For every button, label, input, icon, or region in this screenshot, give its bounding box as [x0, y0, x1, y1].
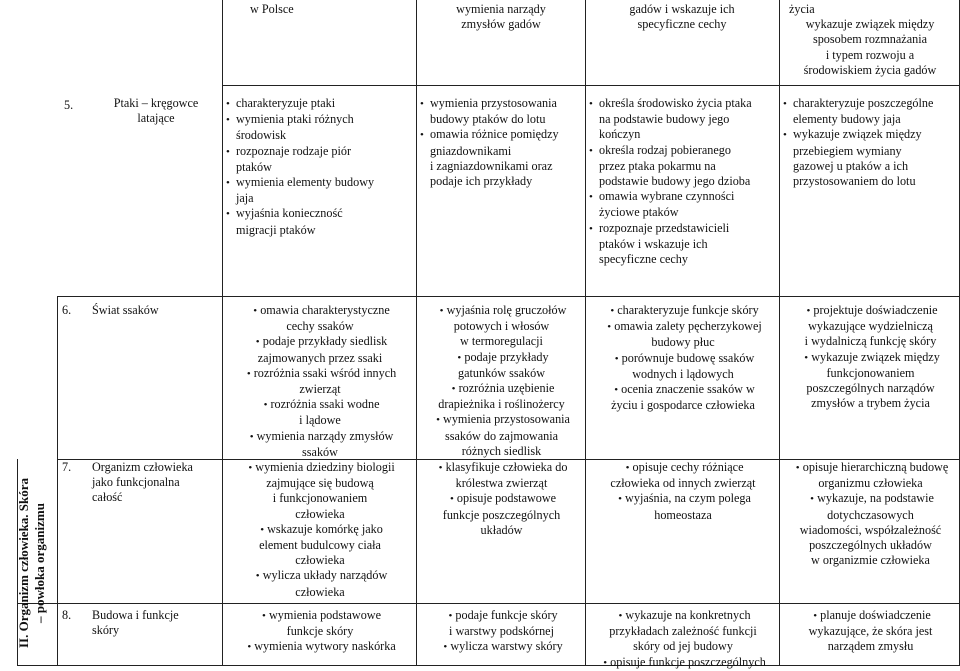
- row-number-text: 8.: [62, 608, 72, 622]
- topic-cell: [92, 96, 220, 126]
- requirement-continuation: organizmu człowieka: [818, 476, 923, 491]
- topic-cell: [92, 608, 220, 638]
- text-line: wymienia narządy: [456, 2, 546, 16]
- col-divider: [416, 0, 417, 666]
- requirement-item: • wylicza układy narządów: [226, 568, 414, 584]
- requirement-item: • charakteryzuje ptaki: [226, 96, 414, 112]
- requirement-item: • rozróżnia uzębienie: [420, 381, 583, 397]
- requirement-item: • charakteryzuje poszczególne: [783, 96, 958, 112]
- requirement-item: • opisuje hierarchiczną budowę: [783, 460, 958, 476]
- topic-line: całość: [92, 490, 123, 505]
- text-line: wykazuje związek między: [805, 17, 935, 32]
- requirement-item: • charakteryzuje funkcje skóry: [589, 303, 777, 319]
- text-line: środowiskiem życia gadów: [803, 62, 937, 77]
- requirement-item: • klasyfikuje człowieka do: [420, 460, 583, 476]
- top-cell-c6: [781, 2, 959, 78]
- requirement-continuation: człowieka: [295, 584, 345, 599]
- requirement-cell-c6: [783, 460, 958, 568]
- text-line: gadów i wskazuje ich: [629, 2, 735, 16]
- requirement-item: • wykazuje, na podstawie: [783, 491, 958, 507]
- top-cell-c5: [587, 2, 777, 32]
- requirement-cell-c4: [420, 460, 583, 538]
- requirement-cell-c5: [589, 303, 777, 413]
- requirement-continuation: poszczególnych narządów: [806, 381, 935, 396]
- requirement-continuation: specyficzne cechy: [599, 252, 688, 267]
- section-subtitle: – powłoka organizmu: [32, 502, 47, 623]
- requirement-continuation: homeostaza: [654, 507, 712, 522]
- requirement-continuation: na podstawie budowy jego: [599, 112, 730, 127]
- requirement-item: • wymienia wytwory naskórka: [226, 639, 414, 655]
- requirement-continuation: skóry od jej budowy: [633, 639, 733, 654]
- requirement-continuation: migracji ptaków: [236, 222, 316, 237]
- topic-line: Ptaki – kręgowce: [113, 96, 199, 110]
- section-title: II. Organizm człowieka. Skóra: [16, 477, 31, 648]
- requirement-continuation: i lądowe: [299, 413, 341, 428]
- col-divider: [779, 0, 780, 666]
- requirement-item: • planuje doświadczenie: [783, 608, 958, 624]
- requirement-continuation: w termoregulacji: [460, 334, 543, 349]
- requirement-continuation: człowieka: [295, 553, 345, 568]
- requirement-continuation: zwierząt: [299, 382, 341, 397]
- requirement-continuation: ptaków: [236, 159, 272, 174]
- topic-line: latające: [137, 111, 175, 126]
- topic-cell: [92, 303, 220, 318]
- top-cell-c3: [250, 2, 410, 17]
- requirement-continuation: ssaków do zajmowania: [444, 428, 559, 443]
- requirement-cell-c4: [420, 96, 583, 189]
- requirement-continuation: w organizmie człowieka: [811, 553, 930, 568]
- requirement-continuation: zajmujące się budową: [266, 476, 374, 491]
- requirement-continuation: przykładach zależność funkcji: [609, 624, 757, 639]
- requirement-continuation: środowisk: [236, 128, 287, 143]
- requirement-continuation: funkcje skóry: [286, 624, 354, 639]
- row-divider: [17, 603, 960, 604]
- requirement-item: • wymienia ptaki różnych: [226, 112, 414, 128]
- requirement-continuation: przez ptaka pokarmu na: [599, 158, 716, 173]
- requirement-continuation: układów: [480, 522, 523, 537]
- requirement-cell-c6: [783, 96, 958, 189]
- requirement-continuation: funkcjonowaniem: [826, 365, 915, 380]
- requirement-cell-c3: [226, 460, 414, 600]
- requirement-continuation: budowy ptaków do lotu: [430, 112, 546, 127]
- requirement-continuation: gatunków ssaków: [458, 365, 545, 380]
- requirement-item: • wyjaśnia, na czym polega: [589, 491, 777, 507]
- topic-line: jako funkcjonalna: [92, 475, 180, 490]
- requirement-continuation: i warstwy podskórnej: [449, 624, 554, 639]
- requirement-continuation: drapieżnika i roślinożercy: [438, 397, 565, 412]
- topic-cell: [92, 460, 220, 506]
- requirement-item: • omawia wybrane czynności: [589, 189, 777, 205]
- requirement-cell-c3: [226, 608, 414, 656]
- requirement-item: • wykazuje związek między: [783, 127, 958, 143]
- topic-line: Świat ssaków: [92, 303, 159, 317]
- requirement-cell-c3: [226, 303, 414, 460]
- requirement-continuation: elementy budowy jaja: [793, 112, 901, 127]
- row-divider: [17, 665, 960, 666]
- row-number-text: 6.: [62, 303, 72, 317]
- row-divider: [57, 296, 960, 297]
- requirement-item: • podaje funkcje skóry: [420, 608, 583, 624]
- requirement-item: • ocenia znaczenie ssaków w: [589, 382, 777, 398]
- requirement-continuation: zmysłów a trybem życia: [811, 396, 930, 411]
- requirement-item: • rozpoznaje rodzaje piór: [226, 144, 414, 160]
- requirement-item: • opisuje podstawowe: [420, 491, 583, 507]
- requirement-continuation: dotychczasowych: [827, 507, 914, 522]
- requirement-item: • wskazuje komórkę jako: [226, 522, 414, 538]
- requirement-item: • wymienia podstawowe: [226, 608, 414, 624]
- requirement-continuation: funkcje poszczególnych: [442, 507, 561, 522]
- requirement-item: • wymienia przystosowania: [420, 412, 583, 428]
- requirement-continuation: cechy ssaków: [286, 319, 354, 334]
- row-divider: [222, 85, 960, 86]
- row-number: [62, 460, 82, 475]
- col-divider: [585, 0, 586, 666]
- requirement-continuation: poszczególnych układów: [809, 538, 932, 553]
- requirement-cell-c6: [783, 303, 958, 411]
- requirement-continuation: kończyn: [599, 127, 641, 142]
- requirement-item: • wymienia przystosowania: [420, 96, 583, 112]
- requirement-continuation: budowy płuc: [651, 335, 715, 350]
- requirement-item: • podaje przykłady: [420, 350, 583, 366]
- requirement-continuation: królestwa zwierząt: [455, 476, 548, 491]
- requirement-cell-c5: [589, 96, 777, 267]
- requirement-cell-c5: [589, 608, 777, 671]
- topic-line: Budowa i funkcje: [92, 608, 179, 622]
- requirement-cell-c6: [783, 608, 958, 655]
- requirement-continuation: ptaków i wskazuje ich: [599, 236, 708, 251]
- requirement-cell-c3: [226, 96, 414, 238]
- requirement-continuation: jaja: [236, 191, 254, 206]
- requirement-continuation: życiowe ptaków: [599, 205, 679, 220]
- requirement-cell-c4: [420, 608, 583, 656]
- requirement-item: • omawia zalety pęcherzykowej: [589, 319, 777, 335]
- requirement-item: • określa rodzaj pobieranego: [589, 143, 777, 159]
- text-line: życia: [789, 2, 815, 16]
- requirement-continuation: wiadomości, współzależność: [799, 522, 942, 537]
- requirement-continuation: różnych siedlisk: [461, 443, 542, 458]
- requirement-cell-c4: [420, 303, 583, 459]
- requirement-continuation: wykazujące wydzielniczą: [808, 319, 933, 334]
- text-line: specyficzne cechy: [637, 17, 727, 32]
- requirement-continuation: podaje ich przykłady: [430, 174, 533, 189]
- row-number-text: 7.: [62, 460, 72, 474]
- requirement-continuation: element budulcowy ciała: [259, 538, 381, 553]
- requirement-item: • rozróżnia ssaki wodne: [226, 397, 414, 413]
- requirement-continuation: potowych i włosów: [453, 319, 550, 334]
- row-number: [64, 98, 84, 113]
- requirement-continuation: przebiegiem wymiany: [793, 143, 902, 158]
- requirement-continuation: człowieka: [295, 506, 345, 521]
- requirement-continuation: narządem zmysłu: [827, 639, 914, 654]
- text-line: sposobem rozmnażania: [812, 32, 928, 47]
- requirement-item: • wymienia elementy budowy: [226, 175, 414, 191]
- requirement-continuation: gazowej u ptaków a ich: [793, 158, 909, 173]
- requirement-item: • wyjaśnia konieczność: [226, 206, 414, 222]
- requirement-item: • wykazuje związek między: [783, 350, 958, 366]
- requirement-item: • rozróżnia ssaki wśród innych: [226, 366, 414, 382]
- requirement-cell-c5: [589, 460, 777, 523]
- requirement-item: • wylicza warstwy skóry: [420, 639, 583, 655]
- top-cell-c4: [418, 2, 584, 32]
- requirement-item: • wymienia dziedziny biologii: [226, 460, 414, 476]
- row-number: [62, 303, 82, 318]
- requirement-item: • projektuje doświadczenie: [783, 303, 958, 319]
- requirement-item: • określa środowisko życia ptaka: [589, 96, 777, 112]
- text-line: zmysłów gadów: [461, 17, 541, 32]
- text-line: w Polsce: [250, 2, 294, 16]
- col-divider: [222, 0, 223, 666]
- requirement-continuation: zajmowanych przez ssaki: [257, 350, 383, 365]
- col-divider: [57, 296, 58, 666]
- requirement-continuation: i wydalniczą funkcję skóry: [804, 334, 937, 349]
- requirement-item: • wymienia narządy zmysłów: [226, 429, 414, 445]
- requirement-continuation: ssaków: [302, 444, 338, 459]
- topic-line: Organizm człowieka: [92, 460, 193, 474]
- requirement-item: • omawia charakterystyczne: [226, 303, 414, 319]
- topic-line: skóry: [92, 623, 120, 638]
- text-line: i typem rozwoju a: [825, 47, 915, 62]
- requirement-continuation: człowieka od innych zwierząt: [610, 476, 756, 491]
- requirement-continuation: wykazujące, że skóra jest: [808, 624, 933, 639]
- requirement-continuation: przystosowaniem do lotu: [793, 174, 916, 189]
- requirement-continuation: podstawie budowy jego dzioba: [599, 174, 751, 189]
- section-label: [17, 460, 47, 665]
- requirement-item: • omawia różnice pomiędzy: [420, 127, 583, 143]
- requirement-item: • opisuje cechy różniące: [589, 460, 777, 476]
- requirement-item: • porównuje budowę ssaków: [589, 351, 777, 367]
- requirement-continuation: życiu i gospodarce człowieka: [611, 398, 755, 413]
- row-number: [62, 608, 82, 623]
- requirement-continuation: gniazdownikami: [430, 143, 512, 158]
- requirement-continuation: i funkcjonowaniem: [272, 491, 368, 506]
- requirement-item: • podaje przykłady siedlisk: [226, 334, 414, 350]
- requirement-item: • wykazuje na konkretnych: [589, 608, 777, 624]
- requirement-continuation: i zagniazdownikami oraz: [430, 158, 553, 173]
- requirement-item: • wyjaśnia rolę gruczołów: [420, 303, 583, 319]
- row-number-text: 5.: [64, 98, 74, 112]
- requirement-item: • opisuje funkcje poszczególnych: [589, 655, 777, 671]
- requirement-continuation: wodnych i lądowych: [632, 366, 734, 381]
- requirement-item: • rozpoznaje przedstawicieli: [589, 221, 777, 237]
